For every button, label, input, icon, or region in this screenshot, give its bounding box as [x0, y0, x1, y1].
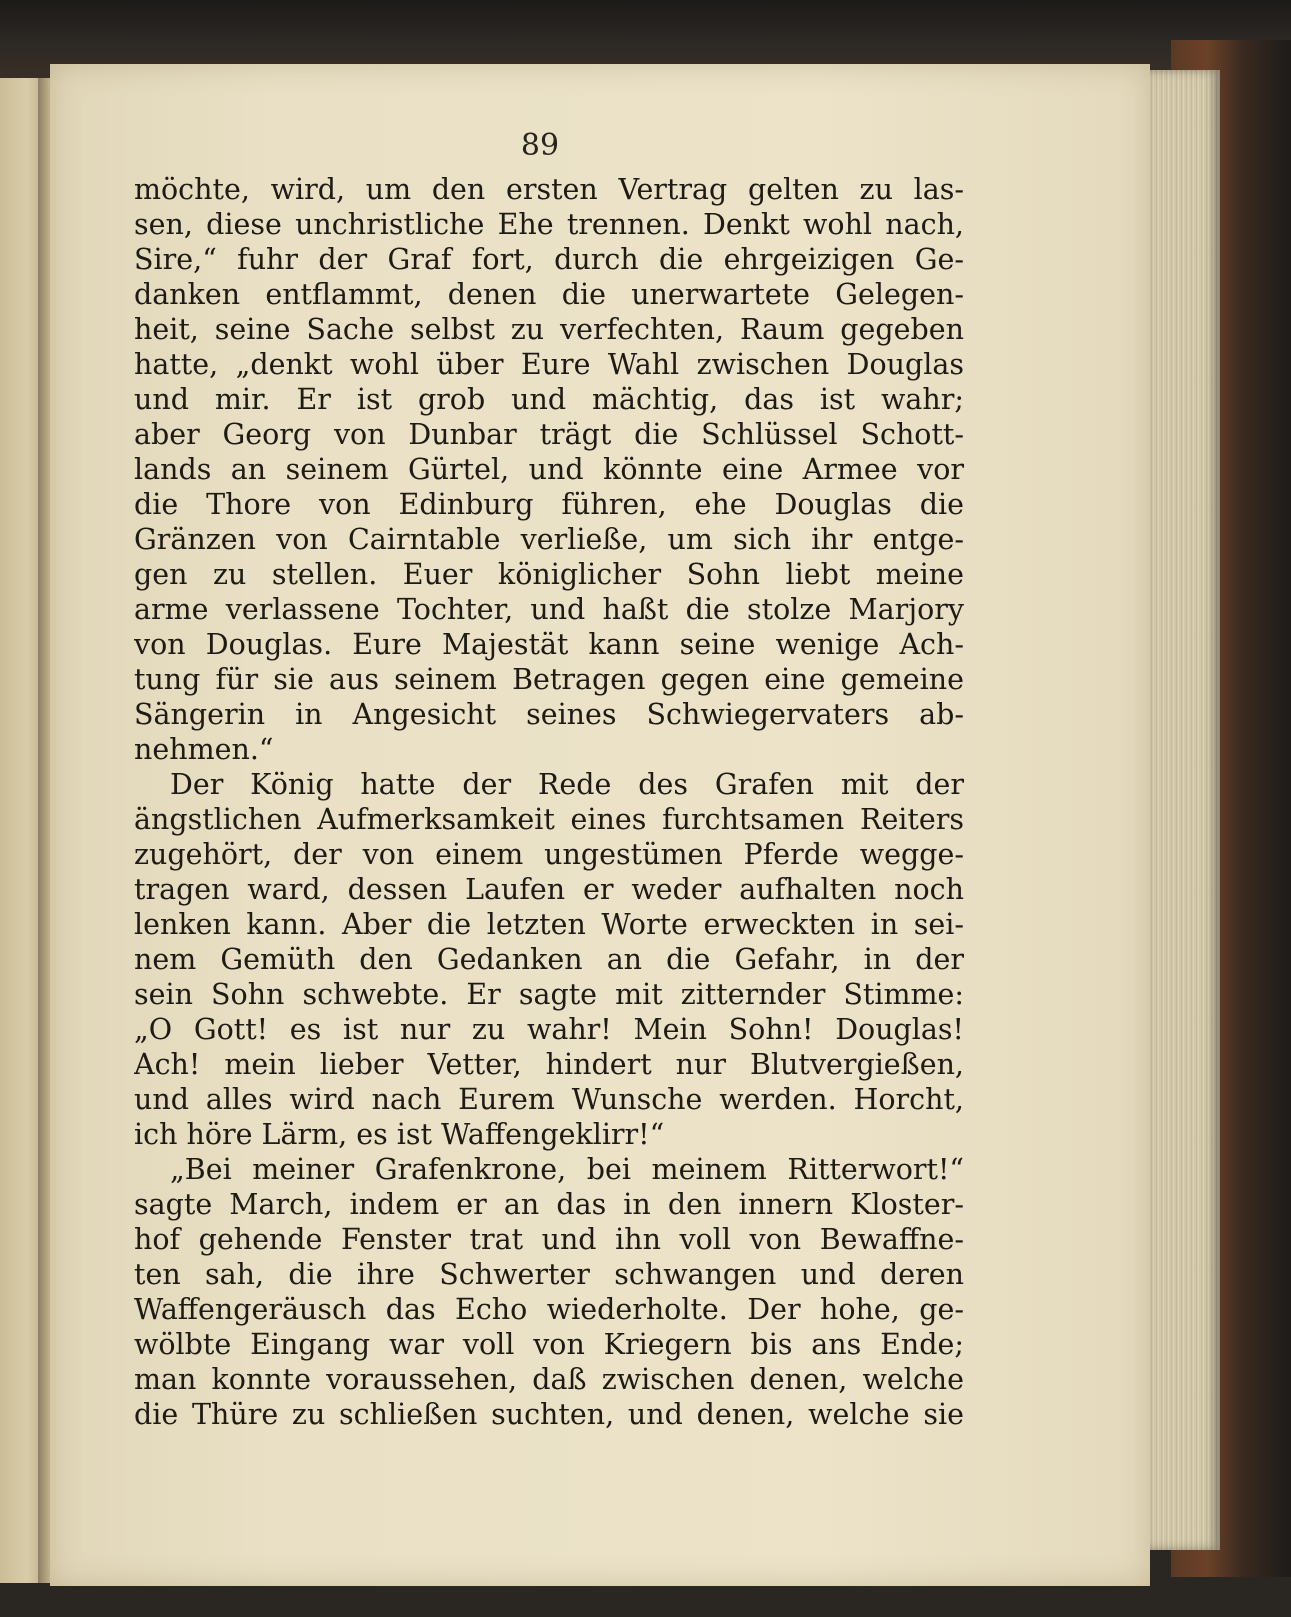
text-line: „O Gott! es ist nur zu wahr! Mein Sohn! Douglas! [134, 1013, 964, 1046]
text-line: man konnte voraussehen, daß zwischen denen, welche [134, 1363, 964, 1396]
text-line: „Bei meiner Grafenkrone, bei meinem Ritterwort!“ [170, 1153, 964, 1186]
page-number: 89 [520, 128, 560, 163]
text-line: von Douglas. Eure Majestät kann seine wenige Ach- [134, 628, 964, 661]
text-line: nem Gemüth den Gedanken an die Gefahr, in der [134, 943, 964, 976]
text-line: danken entflammt, denen die unerwartete Gelegen- [134, 278, 964, 311]
text-line: sein Sohn schwebte. Er sagte mit zitternder Stimme: [134, 978, 964, 1011]
text-line: tung für sie aus seinem Betragen gegen eine gemeine [134, 663, 964, 696]
text-line: ängstlichen Aufmerksamkeit eines furchtsamen Reiters [134, 803, 964, 836]
text-line: hof gehende Fenster trat und ihn voll von Bewaffne- [134, 1223, 964, 1256]
text-line: gen zu stellen. Euer königlicher Sohn liebt meine [134, 558, 964, 591]
text-line: sagte March, indem er an das in den innern Kloster- [134, 1188, 964, 1221]
text-line: heit, seine Sache selbst zu verfechten, Raum gegeben [134, 313, 964, 346]
text-line: und alles wird nach Eurem Wunsche werden. Horcht, [134, 1083, 964, 1116]
text-line: ten sah, die ihre Schwerter schwangen und deren [134, 1258, 964, 1291]
text-line: Sängerin in Angesicht seines Schwiegervaters ab- [134, 698, 964, 731]
text-line: tragen ward, dessen Laufen er weder aufhalten noch [134, 873, 964, 906]
text-line: und mir. Er ist grob und mächtig, das ist wahr; [134, 383, 964, 416]
text-line: Der König hatte der Rede des Grafen mit der [170, 768, 964, 801]
text-line: arme verlassene Tochter, und haßt die stolze Marjory [134, 593, 964, 626]
text-line: die Thüre zu schließen suchten, und denen, welche sie [134, 1398, 964, 1431]
page-edges [1150, 70, 1220, 1550]
text-line: wölbte Eingang war voll von Kriegern bis ans Ende; [134, 1328, 964, 1361]
text-line: Sire,“ fuhr der Graf fort, durch die ehrgeizigen Ge- [134, 243, 964, 276]
text-line: ich höre Lärm, es ist Waffengeklirr!“ [134, 1118, 665, 1151]
body-text [134, 172, 964, 1432]
text-line: die Thore von Edinburg führen, ehe Douglas die [134, 488, 964, 521]
text-line: zugehört, der von einem ungestümen Pferde wegge- [134, 838, 964, 871]
text-line: nehmen.“ [134, 733, 274, 766]
text-line: lenken kann. Aber die letzten Worte erweckten in sei- [134, 908, 964, 941]
text-line: Waffengeräusch das Echo wiederholte. Der hohe, ge- [134, 1293, 964, 1326]
text-line: aber Georg von Dunbar trägt die Schlüssel Schott- [134, 418, 964, 451]
text-line: hatte, „denkt wohl über Eure Wahl zwischen Douglas [134, 348, 964, 381]
text-line: Gränzen von Cairntable verließe, um sich ihr entge- [134, 523, 964, 556]
text-line: möchte, wird, um den ersten Vertrag gelten zu las- [134, 173, 964, 206]
text-line: lands an seinem Gürtel, und könnte eine Armee vor [134, 453, 964, 486]
text-line: sen, diese unchristliche Ehe trennen. Denkt wohl nach, [134, 208, 964, 241]
text-line: Ach! mein lieber Vetter, hindert nur Blutvergießen, [134, 1048, 964, 1081]
